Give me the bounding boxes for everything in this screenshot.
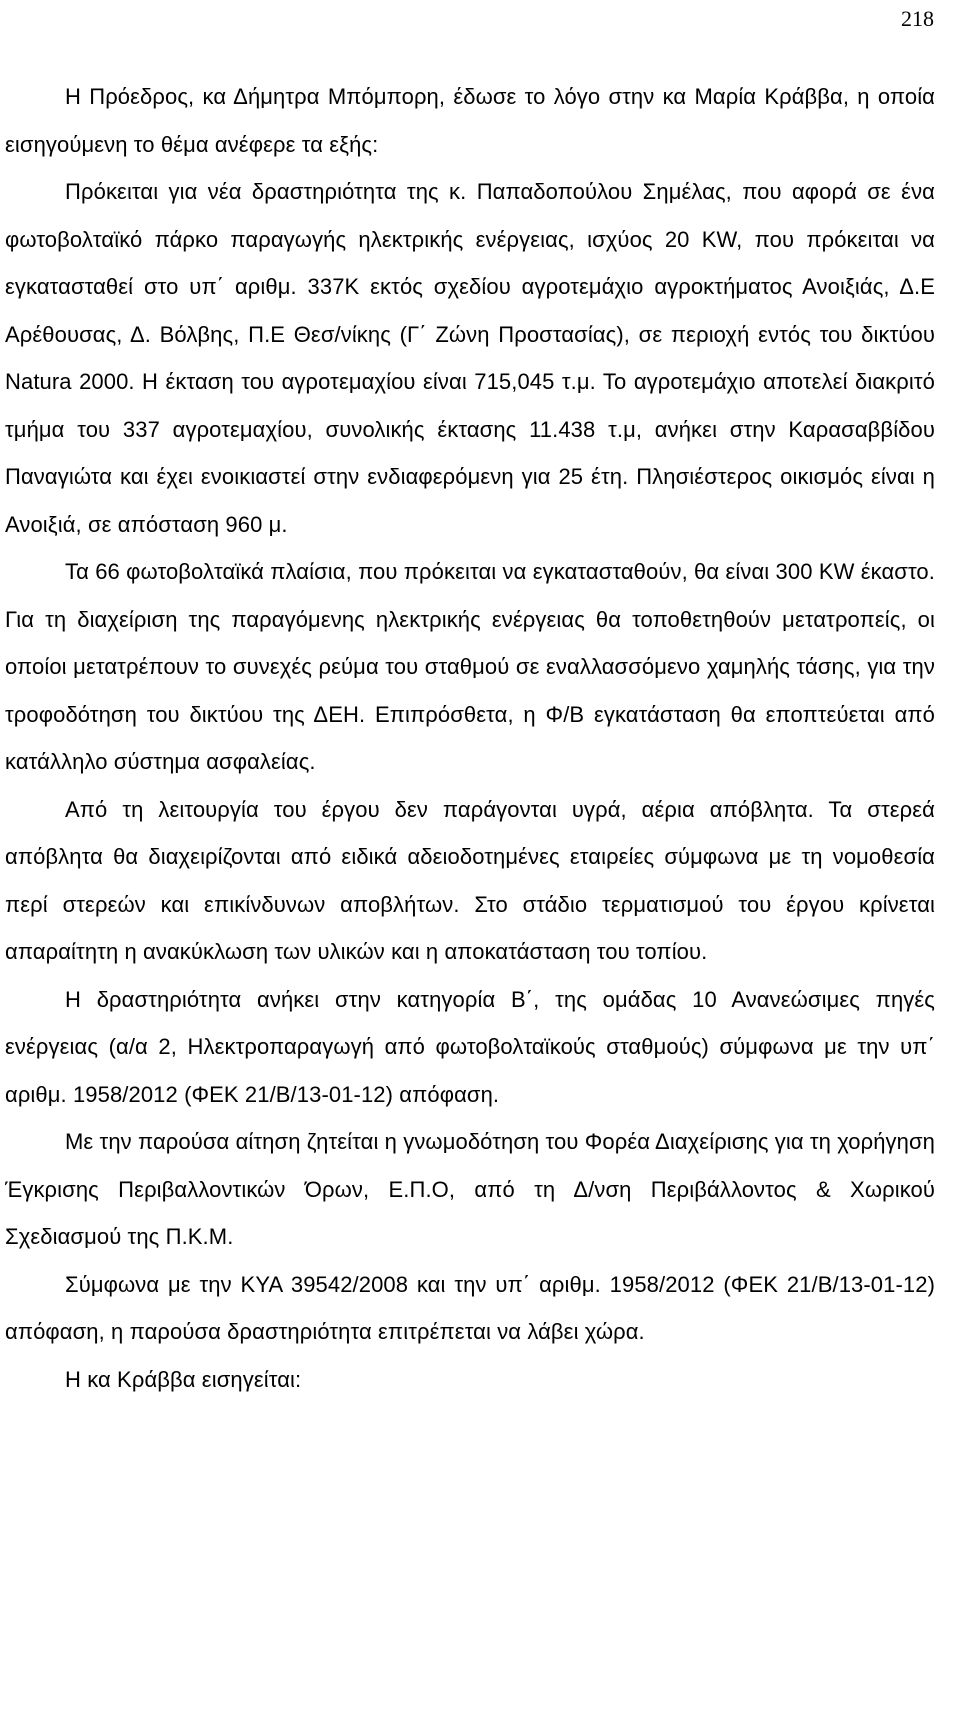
paragraph-intro: Η Πρόεδρος, κα Δήμητρα Μπόμπορη, έδωσε το λόγο στην κα Μαρία Κράββα, η οποία εισηγούμενη το θέμα ανέφερε τα εξής: (5, 84, 935, 157)
page-number: 218 (901, 6, 934, 31)
paragraph-request: Με την παρούσα αίτηση ζητείται η γνωμοδότηση του Φορέα Διαχείρισης για τη χορήγηση Έγκρισης Περιβαλλοντικών Όρων, Ε.Π.Ο, από τη Δ/νση Περιβάλλοντος & Χωρικού Σχεδιασμού της Π.Κ.Μ. (5, 1129, 935, 1249)
paragraph-panels: Τα 66 φωτοβολταϊκά πλαίσια, που πρόκειται να εγκατασταθούν, θα είναι 300 KW έκαστο. Για τη διαχείριση της παραγόμενης ηλεκτρικής ενέργειας θα τοποθετηθούν μετατροπείς, οι οποίοι μετατρέπουν το συνεχές ρεύμα του σταθμού σε εναλλασσόμενο χαμηλής τάσης, για την τροφοδότηση του δικτύου της ΔΕΗ. Επιπρόσθετα, η Φ/Β εγκατάσταση θα εποπτεύεται από κατάλληλο σύστημα ασφαλείας. (5, 559, 935, 774)
paragraph-waste: Από τη λειτουργία του έργου δεν παράγονται υγρά, αέρια απόβλητα. Τα στερεά απόβλητα θα διαχειρίζονται από ειδικά αδειοδοτημένες εταιρείες σύμφωνα με τη νομοθεσία περί στερεών και επικίνδυνων αποβλήτων. Στο στάδιο τερματισμού του έργου κρίνεται απαραίτητη η ανακύκλωση των υλικών και η αποκατάσταση του τοπίου. (5, 796, 935, 964)
document-body (5, 73, 935, 1403)
paragraph-category: Η δραστηριότητα ανήκει στην κατηγορία Β΄, της ομάδας 10 Ανανεώσιμες πηγές ενέργειας (α/α 2, Ηλεκτροπαραγωγή από φωτοβολταϊκούς σταθμούς) σύμφωνα με την υπ΄ αριθμ. 1958/2012 (ΦΕΚ 21/Β/13-01-12) απόφαση. (5, 986, 935, 1107)
paragraph-activity-description: Πρόκειται για νέα δραστηριότητα της κ. Παπαδοπούλου Σημέλας, που αφορά σε ένα φωτοβολταϊκό πάρκο παραγωγής ηλεκτρικής ενέργειας, ισχύος 20 KW, που πρόκειται να εγκατασταθεί στο υπ΄ αριθμ. 337Κ εκτός σχεδίου αγροτεμάχιο αγροκτήματος Ανοιξιάς, Δ.Ε Αρέθουσας, Δ. Βόλβης, Π.Ε Θεσ/νίκης (Γ΄ Ζώνη Προστασίας), σε περιοχή εντός του δικτύου Natura 2000. Η έκταση του αγροτεμαχίου είναι 715,045 τ.μ. Το αγροτεμάχιο αποτελεί διακριτό τμήμα του 337 αγροτεμαχίου, συνολικής έκτασης 11.438 τ.μ, ανήκει στην Καρασαββίδου Παναγιώτα και έχει ενοικιαστεί στην ενδιαφερόμενη για 25 έτη. Πλησιέστερος οικισμός είναι η Ανοιξιά, σε απόσταση 960 μ. (5, 179, 935, 537)
paragraph-legal-basis: Σύμφωνα με την ΚΥΑ 39542/2008 και την υπ΄ αριθμ. 1958/2012 (ΦΕΚ 21/Β/13-01-12) απόφαση, η παρούσα δραστηριότητα επιτρέπεται να λάβει χώρα. (5, 1271, 935, 1344)
paragraph-recommendation: Η κα Κράββα εισηγείται: (65, 1366, 302, 1392)
